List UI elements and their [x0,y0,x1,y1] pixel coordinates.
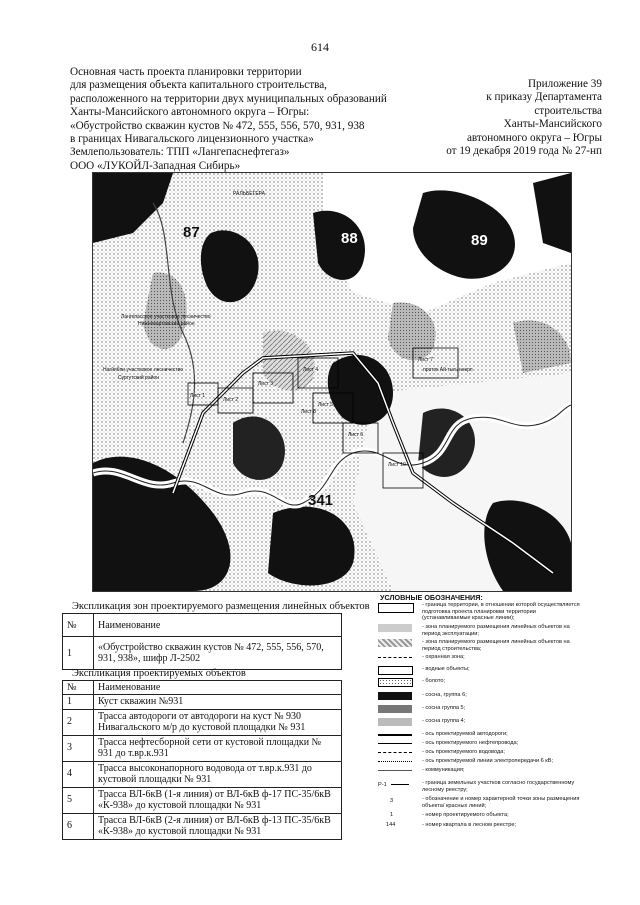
table-cell: «Обустройство скважин кустов № 472, 555, 556, 570, 931, 938», шифр Л-2502 [94,637,342,670]
table-header-cell: № [63,614,94,637]
table-cell: 4 [63,761,94,787]
header-right-line: Ханты-Мансийского [503,118,602,131]
header-right-line: автономного округа – Югры [466,131,602,144]
table-cell: 1 [63,695,94,710]
header-left-line: в границах Нивагальского лицензионного участка» [70,133,314,146]
map-top-label: РАЛЬБЕГЕРА [233,191,266,197]
header-left [70,66,430,173]
header-left-line: для размещения объекта капитального строительства, [70,79,327,92]
sheet-label: Лист 2 [223,397,239,403]
objects-table [62,680,342,840]
table-cell: Трасса высоконапорного водовода от т.вр.к.931 до кустовой площадки № 931 [94,761,342,787]
sheet-label: Лист 7 [418,357,434,363]
sheet-label: Лист 6 [348,432,364,438]
table2-caption: Экспликация проектируемых объектов [72,668,246,679]
header-right-line: Приложение 39 [527,78,602,90]
table-cell: Трасса нефтесборной сети от кустовой площадки № 931 до т.вр.к.931 [94,735,342,761]
table-cell: 6 [63,813,94,839]
legend-text: - ось проектируемой автодороги; [422,731,508,737]
district-label: Сургутский район [118,375,159,381]
legend-title: УСЛОВНЫЕ ОБОЗНАЧЕНИЯ: [380,593,483,602]
pine-group4-symbol [378,718,412,726]
legend-text: - водные объекты; [422,666,470,672]
header-left-line: расположенного на территории двух муниципальных образований [70,92,387,105]
communication-symbol [378,770,412,771]
table1-caption: Экспликация зон проектируемого размещения линейных объектов [72,601,370,612]
legend-text: - зона планируемого размещения линейных объектов на период строительства; [422,639,570,652]
header-left-line: ООО «ЛУКОЙЛ-Западная Сибирь» [70,159,241,172]
table-row [63,813,342,839]
header-left-line: Основная часть проекта планировки территории [70,66,302,78]
quarter-88: 88 [341,230,358,247]
oil-pipe-axis-symbol [378,743,412,744]
table-header-cell: Наименование [94,614,342,637]
road-axis-symbol [378,734,412,736]
header-right-line: от 19 декабря 2019 года № 27-нп [446,145,602,158]
table-row [63,695,342,710]
marker-pt3: 3 [390,798,394,804]
quarter-341: 341 [308,492,334,509]
legend-text: - болото; [422,678,446,684]
marker-q144: 144 [386,822,396,828]
legend-text: - сосна группа 5; [422,705,466,711]
swamp-symbol [378,678,413,687]
table-row [63,761,342,787]
zone-exploitation-symbol [378,624,412,632]
sheet-label: Лист 3 [258,381,274,387]
table-cell: 2 [63,709,94,735]
legend-text: - коммуникация; [422,767,465,773]
legend-text: - сосна группа 4; [422,718,466,724]
sheet-label: Лист 1 [190,393,206,399]
power-line-axis-symbol [378,761,412,762]
page-number: 614 [311,40,329,54]
legend-text: - ось проектируемого водовода; [422,749,505,755]
legend-text: - номер проектируемого объекта; [422,812,509,818]
map-drawing [93,173,571,591]
district-label: Нижневартовский район [138,321,195,327]
zones-table [62,613,342,670]
sheet-label: Лист 10 [388,462,406,468]
water-symbol [378,666,413,675]
forestry-label: Лангепасское участковое лесничество [121,314,211,320]
protection-zone-symbol [378,657,412,659]
quarter-89: 89 [471,232,488,249]
legend-text: - зона планируемого размещения линейных объектов на период эксплуатации; [422,624,570,637]
river-label: проток Ай-тыгыннерп [423,367,473,373]
sheet-label: Лист 5 [318,402,334,408]
table-cell: Трасса ВЛ-6кВ (1-я линия) от ВЛ-6кВ ф-17 ПС-35/6кВ «К-938» до кустовой площадки № 931 [94,787,342,813]
table-cell: 3 [63,735,94,761]
quarter-87: 87 [183,224,200,241]
sheet-label: Лист 4 [303,367,319,373]
boundary-line [391,784,409,785]
table-cell: 5 [63,787,94,813]
table-cell: Трасса автодороги от автодороги на куст № 930 Нивагальского м/р до кустовой площадки № 931 [94,709,342,735]
boundary-symbol [378,603,414,613]
legend-text: - ось проектируемой линии электропередачи 6 кВ; [422,758,554,764]
table-cell: 1 [63,637,94,670]
header-right-line: строительства [534,104,602,117]
header-right [382,78,602,158]
table-header-cell: № [63,681,94,695]
forest-plot-boundary-symbol [378,782,418,792]
table-row [63,735,342,761]
pine-group6-symbol [378,692,412,700]
water-pipe-axis-symbol [378,752,412,753]
pine-group5-symbol [378,705,412,713]
legend-text: - охранная зона; [422,654,465,660]
legend-text: - номер квартала в лесном реестре; [422,822,516,828]
header-left-line: Ханты-Мансийского автономного округа – Югры: [70,106,310,119]
table-row [63,787,342,813]
legend-text: - граница земельных участков согласно государственному лесному реестру; [422,780,575,793]
table-cell: Трасса ВЛ-6кВ (2-я линия) от ВЛ-6кВ ф-13 ПС-35/6кВ «К-938» до кустовой площадки № 931 [94,813,342,839]
table-header-row [63,681,342,695]
quarter-number-symbol [386,822,424,832]
marker-p1: P-1 [378,782,387,788]
header-right-line: к приказу Департамента [486,91,602,104]
header-left-line: Землепользователь: ТПП «Лангепаснефтегаз» [70,146,290,159]
table-header-row [63,614,342,637]
planning-map [92,172,572,592]
header-left-line: «Обустройство скважин кустов № 472, 555, 556, 570, 931, 938 [70,119,365,132]
legend-text: - ось проектируемого нефтепровода; [422,740,519,746]
legend-text: - обозначение и номер характерной точки зоны размещения объекта/ красных линий; [422,796,580,809]
table-row [63,709,342,735]
table-header-cell: Наименование [94,681,342,695]
legend-text: - сосна, группа 6; [422,692,467,698]
legend-text: - граница территории, в отношении которой осуществляется подготовка проекта планировки территории (устанавливаемые красные линии); [422,602,580,622]
table-row [63,637,342,670]
marker-num1: 1 [390,812,394,818]
zone-construction-symbol [378,639,412,647]
sheet-label: Лист 8 [301,409,317,415]
table-cell: Куст скважин №931 [94,695,342,710]
forestry-label: Нагйябпи участковое лесничество [103,367,184,373]
